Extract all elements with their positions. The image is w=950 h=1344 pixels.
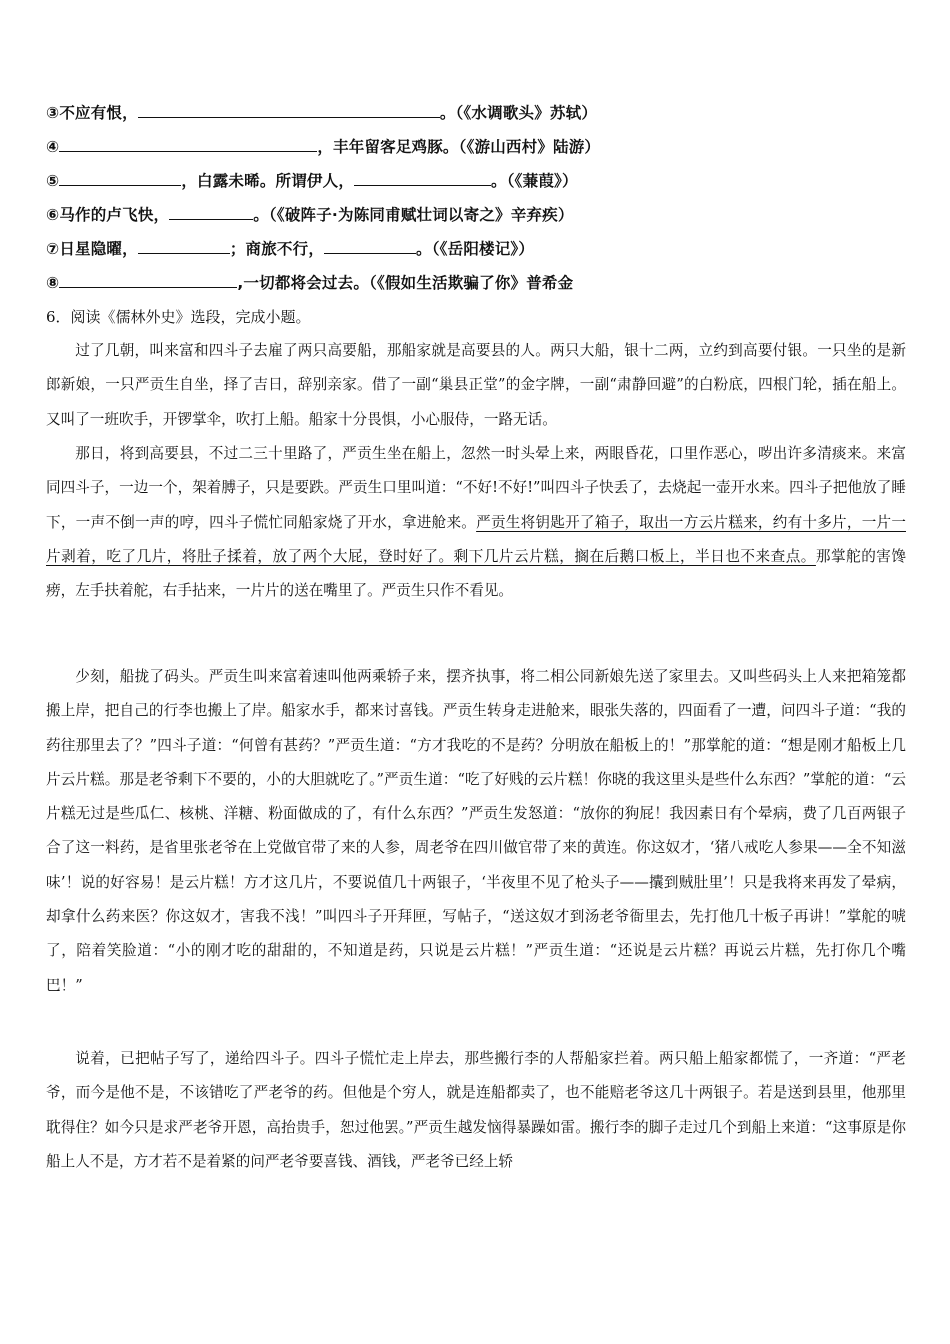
passage-text: 那日，将到高要县，不过二三十里路了，严贡生坐在船上，忽然一时头晕上来，两眼昏花，口里作恶心，哕出许多清痰来。来富同四斗子，一边一个，架着膊子，只是要跌。严贡生口里叫道：“不好!不好!”叫四斗子快丢了，去烧起一壶开水来。四斗子把他放了睡下，一声不倒一声的哼，四斗子慌忙同船家烧了开水，拿进舱来。 (46, 445, 906, 531)
answer-blank[interactable] (324, 239, 416, 254)
passage-text: 那掌舵的害馋痨，左手扶着舵，右手拈来，一片片的送在嘴里了。严贡生只作不看见。 (46, 547, 906, 600)
question-4 (46, 137, 600, 157)
question-text: ,一切都将会过去。（《假如生活欺骗了你》普希金 (237, 274, 574, 292)
underlined-passage: 严贡生将钥匙开了箱子，取出一方云片糕来，约有十多片，一片一片剥着，吃了几片，将肚子揉着，放了两个大屁，登时好了。剩下几片云片糕，搁在后鹅口板上，半日也不来查点。 (46, 513, 906, 565)
question-text: 。（《水调歌头》苏轼） (439, 104, 598, 122)
question-text: ④ (46, 138, 60, 156)
question-text: 。（《岳阳楼记》） (416, 240, 535, 258)
question-text: ⑧ (46, 274, 60, 292)
question-5 (46, 171, 578, 191)
question-text: 。（《破阵子·为陈同甫赋壮词以寄之》辛弃疾） (253, 206, 574, 224)
question-text: ，丰年留客足鸡豚。（《游山西村》陆游） (317, 138, 601, 156)
passage-paragraph: 少刻，船拢了码头。严贡生叫来富着速叫他两乘轿子来，摆齐执事，将二相公同新娘先送了家里去。又叫些码头上人来把箱笼都搬上岸，把自己的行李也搬上了岸。船家水手，都来讨喜钱。严贡生转身走进舱来，眼张失落的，四面看了一遭，问四斗子道：“我的药往那里去了？”四斗子道：“何曾有甚药？”严贡生道：“方才我吃的不是药？分明放在船板上的！”那掌舵的道：“想是刚才船板上几片云片糕。那是老爷剩下不要的，小的大胆就吃了。”严贡生道：“吃了好贱的云片糕！你晓的我这里头是些什么东西？”掌舵的道：“云片糕无过是些瓜仁、核桃、洋糖、粉面做成的了，有什么东西？”严贡生发怒道：“放你的狗屁！我因素日有个晕病，费了几百两银子合了这一料药，是省里张老爷在上党做官带了来的人参，周老爷在四川做官带了来的黄连。你这奴才，‘猪八戒吃人参果——全不知滋味’！说的好容易！是云片糕！方才这几片，不要说值几十两银子，‘半夜里不见了枪头子——攮到贼肚里’！只是我将来再发了晕病，却拿什么药来医？你这奴才，害我不浅！”叫四斗子开拜匣，写帖子，“送这奴才到汤老爷衙里去，先打他几十板子再讲！”掌舵的唬了，陪着笑脸道：“小的刚才吃的甜甜的，不知道是药，只说是云片糕！”严贡生道：“还说是云片糕？再说云片糕，先打你几个嘴巴！” (46, 668, 906, 994)
question-text: ⑥马作的卢飞快， (46, 206, 170, 224)
answer-blank[interactable] (354, 171, 491, 186)
passage-paragraph: 说着，已把帖子写了，递给四斗子。四斗子慌忙走上岸去，那些搬行李的人帮船家拦着。两只船上船家都慌了，一齐道：“严老爷，而今是他不是，不该错吃了严老爷的药。但他是个穷人，就是连船都卖了，也不能赔老爷这几十两银子。若是送到县里，他那里耽得住？如今只是求严老爷开恩，高抬贵手，恕过他罢。”严贡生越发恼得暴躁如雷。搬行李的脚子走过几个到船上来道：“这事原是你船上人不是，方才若不是着紧的问严老爷要喜钱、酒钱，严老爷已经上轿 (46, 1050, 906, 1170)
question-text: ③不应有恨， (46, 104, 138, 122)
question-text: ⑤ (46, 172, 60, 190)
question-text: 。（《蒹葭》） (491, 172, 578, 190)
question-text: ，白露未晞。所谓伊人， (181, 172, 355, 190)
question-8 (46, 273, 573, 293)
passage-paragraph (46, 437, 906, 608)
question-7 (46, 239, 534, 259)
answer-blank[interactable] (59, 137, 317, 152)
answer-blank[interactable] (138, 239, 230, 254)
question-text: ；商旅不行， (229, 240, 325, 258)
question-6 (46, 205, 574, 225)
passage-paragraph: 过了几朝，叫来富和四斗子去雇了两只高要船，那船家就是高要县的人。两只大船，银十二两，立约到高要付银。一只坐的是新郎新娘，一只严贡生自坐，择了吉日，辞别亲家。借了一副“巢县正堂”的金字牌，一副“肃静回避”的白粉底，四根门轮，插在船上。又叫了一班吹手，开锣掌伞，吹打上船。船家十分畏惧，小心服侍，一路无话。 (46, 342, 906, 428)
answer-blank[interactable] (138, 103, 440, 118)
question-text: ⑦日星隐曜， (46, 240, 138, 258)
answer-blank[interactable] (59, 273, 237, 288)
question-3 (46, 103, 597, 123)
answer-blank[interactable] (169, 205, 253, 220)
answer-blank[interactable] (59, 171, 181, 186)
section-heading: 6．阅读《儒林外史》选段，完成小题。 (46, 308, 311, 326)
